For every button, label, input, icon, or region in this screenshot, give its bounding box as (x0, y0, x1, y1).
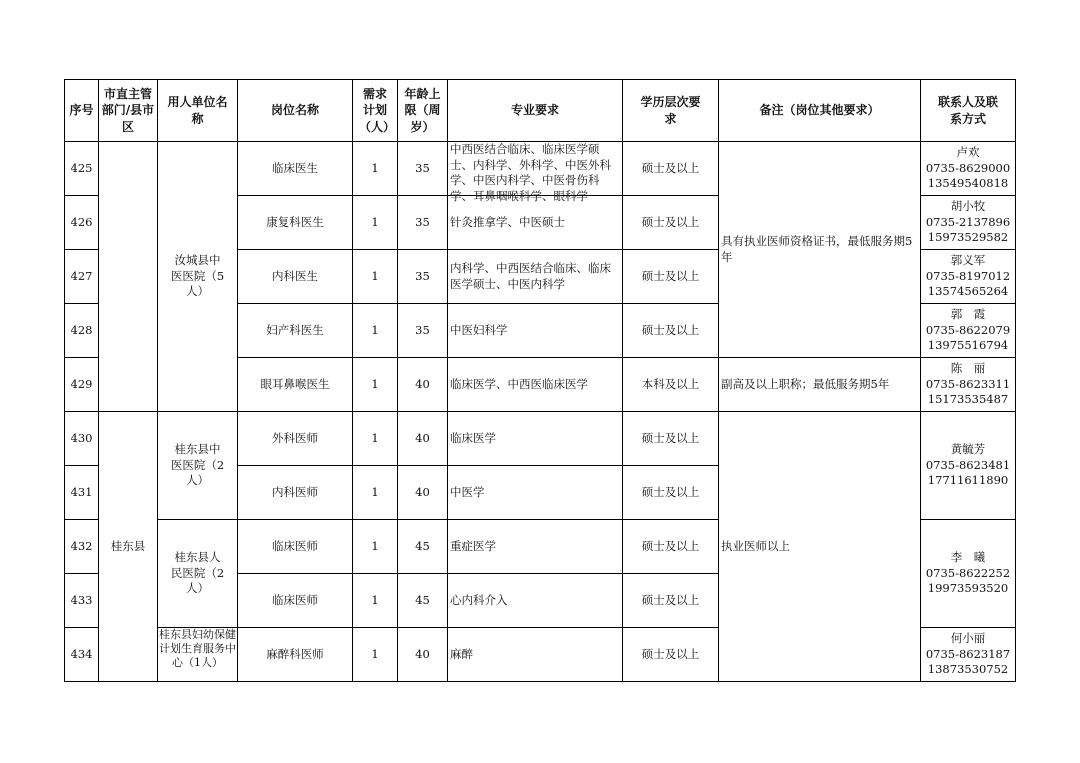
row-seq: 426 (65, 196, 99, 250)
row-edu: 硕士及以上 (623, 142, 719, 196)
row-age: 35 (398, 250, 448, 304)
header-plan: 需求计划（人） (353, 80, 398, 142)
row-plan: 1 (353, 466, 398, 520)
row-major-text: 中西医结合临床、临床医学硕士、内科学、外科学、中医外科学、中医内科学、中医骨伤科学、耳鼻咽喉科学、眼科学 (450, 142, 611, 203)
row-post: 麻醉科医师 (238, 628, 353, 682)
row-post: 临床医生 (238, 142, 353, 196)
header-edu: 学历层次要求 (623, 80, 719, 142)
row-post: 妇产科医生 (238, 304, 353, 358)
header-row (65, 80, 1016, 142)
row-age: 40 (398, 412, 448, 466)
contact-mobile: 19973593520 (927, 581, 1009, 596)
contact-tel: 0735-8623311 (925, 376, 1011, 391)
row-major: 重症医学 (448, 520, 623, 574)
row-seq: 434 (65, 628, 99, 682)
contact-name: 郭 霞 (950, 307, 986, 322)
row-edu: 硕士及以上 (623, 628, 719, 682)
row-contact (921, 196, 1016, 250)
note-rucheng: 具有执业医师资格证书，最低服务期5年 (719, 142, 921, 358)
contact-guidong-mch (921, 628, 1016, 682)
row-contact (921, 358, 1016, 412)
unit-guidong-people: 桂东县人民医院（2人） (158, 520, 238, 628)
row-age: 35 (398, 196, 448, 250)
row-edu: 硕士及以上 (623, 412, 719, 466)
row-major: 中医妇科学 (448, 304, 623, 358)
row-plan: 1 (353, 304, 398, 358)
row-major: 麻醉 (448, 628, 623, 682)
row-age: 40 (398, 628, 448, 682)
row-post: 内科医生 (238, 250, 353, 304)
contact-mobile: 15973529582 (927, 230, 1009, 245)
header-note: 备注（岗位其他要求） (719, 80, 921, 142)
row-age: 45 (398, 574, 448, 628)
row-seq: 427 (65, 250, 99, 304)
row-seq: 430 (65, 412, 99, 466)
contact-tel: 0735-8623481 (925, 457, 1011, 472)
row-edu: 硕士及以上 (623, 520, 719, 574)
row-seq: 432 (65, 520, 99, 574)
row-edu: 硕士及以上 (623, 250, 719, 304)
header-post: 岗位名称 (238, 80, 353, 142)
contact-name: 胡小牧 (950, 199, 986, 214)
row-plan: 1 (353, 250, 398, 304)
row-post: 临床医师 (238, 574, 353, 628)
contact-name: 陈 丽 (950, 361, 986, 376)
row-plan: 1 (353, 412, 398, 466)
row-seq: 431 (65, 466, 99, 520)
row-plan: 1 (353, 358, 398, 412)
row-contact (921, 250, 1016, 304)
contact-name: 卢欢 (956, 145, 980, 160)
dept-guidong: 桂东县 (99, 412, 158, 682)
contact-tel: 0735-8622252 (925, 565, 1011, 580)
contact-name: 郭义军 (950, 253, 986, 268)
row-major: 临床医学 (448, 412, 623, 466)
row-post: 内科医师 (238, 466, 353, 520)
contact-mobile: 13574565264 (927, 284, 1009, 299)
contact-mobile: 13549540818 (927, 176, 1009, 191)
row-major: 内科学、中西医结合临床、临床医学硕士、中医内科学 (448, 250, 623, 304)
row-seq: 433 (65, 574, 99, 628)
contact-tel: 0735-8622079 (925, 322, 1011, 337)
row-major: 临床医学、中西医临床医学 (448, 358, 623, 412)
contact-mobile: 15173535487 (927, 392, 1009, 407)
row-age: 35 (398, 304, 448, 358)
header-unit: 用人单位名称 (158, 80, 238, 142)
row-post: 康复科医生 (238, 196, 353, 250)
header-seq: 序号 (65, 80, 99, 142)
row-edu: 硕士及以上 (623, 304, 719, 358)
row-age: 35 (398, 142, 448, 196)
row-edu: 硕士及以上 (623, 196, 719, 250)
row-edu: 硕士及以上 (623, 574, 719, 628)
row-note: 副高及以上职称；最低服务期5年 (719, 358, 921, 412)
unit-guidong-mch-text: 桂东县妇幼保健计划生育服务中心（1人） (159, 628, 236, 669)
dept-cell-empty (99, 142, 158, 412)
contact-guidong-people (921, 520, 1016, 628)
row-plan: 1 (353, 520, 398, 574)
row-age: 40 (398, 358, 448, 412)
contact-tel: 0735-2137896 (925, 214, 1011, 229)
contact-tel: 0735-8629000 (925, 160, 1011, 175)
header-major: 专业要求 (448, 80, 623, 142)
row-plan: 1 (353, 142, 398, 196)
row-major: 心内科介入 (448, 574, 623, 628)
contact-name: 黄毓芳 (950, 442, 986, 457)
row-contact (921, 142, 1016, 196)
row-age: 45 (398, 520, 448, 574)
row-plan: 1 (353, 628, 398, 682)
row-edu: 本科及以上 (623, 358, 719, 412)
table-row (65, 412, 1016, 466)
unit-rucheng-tcm: 汝城县中医医院（5人） (158, 142, 238, 412)
row-edu: 硕士及以上 (623, 466, 719, 520)
row-age: 40 (398, 466, 448, 520)
unit-guidong-tcm: 桂东县中医医院（2人） (158, 412, 238, 520)
row-seq: 425 (65, 142, 99, 196)
table-row (65, 142, 1016, 196)
row-post: 眼耳鼻喉医生 (238, 358, 353, 412)
contact-name: 何小丽 (950, 631, 986, 646)
contact-tel: 0735-8197012 (925, 268, 1011, 283)
contact-tel: 0735-8623187 (925, 646, 1011, 661)
row-major: 中医学 (448, 466, 623, 520)
header-contact: 联系人及联系方式 (921, 80, 1016, 142)
row-plan: 1 (353, 574, 398, 628)
row-seq: 429 (65, 358, 99, 412)
contact-guidong-tcm (921, 412, 1016, 520)
row-post: 临床医师 (238, 520, 353, 574)
row-major (448, 142, 623, 203)
contact-mobile: 13873530752 (927, 662, 1009, 677)
row-contact (921, 304, 1016, 358)
header-age: 年龄上限（周岁） (398, 80, 448, 142)
recruitment-table (64, 79, 1016, 682)
header-dept: 市直主管部门/县市区 (99, 80, 158, 142)
contact-mobile: 17711611890 (927, 473, 1009, 488)
row-plan: 1 (353, 196, 398, 250)
row-seq: 428 (65, 304, 99, 358)
note-guidong: 执业医师以上 (719, 412, 921, 682)
row-post: 外科医师 (238, 412, 353, 466)
contact-mobile: 13975516794 (927, 338, 1009, 353)
contact-name: 李 曦 (950, 550, 986, 565)
row-major: 针灸推拿学、中医硕士 (448, 196, 623, 250)
unit-guidong-mch (158, 628, 238, 682)
